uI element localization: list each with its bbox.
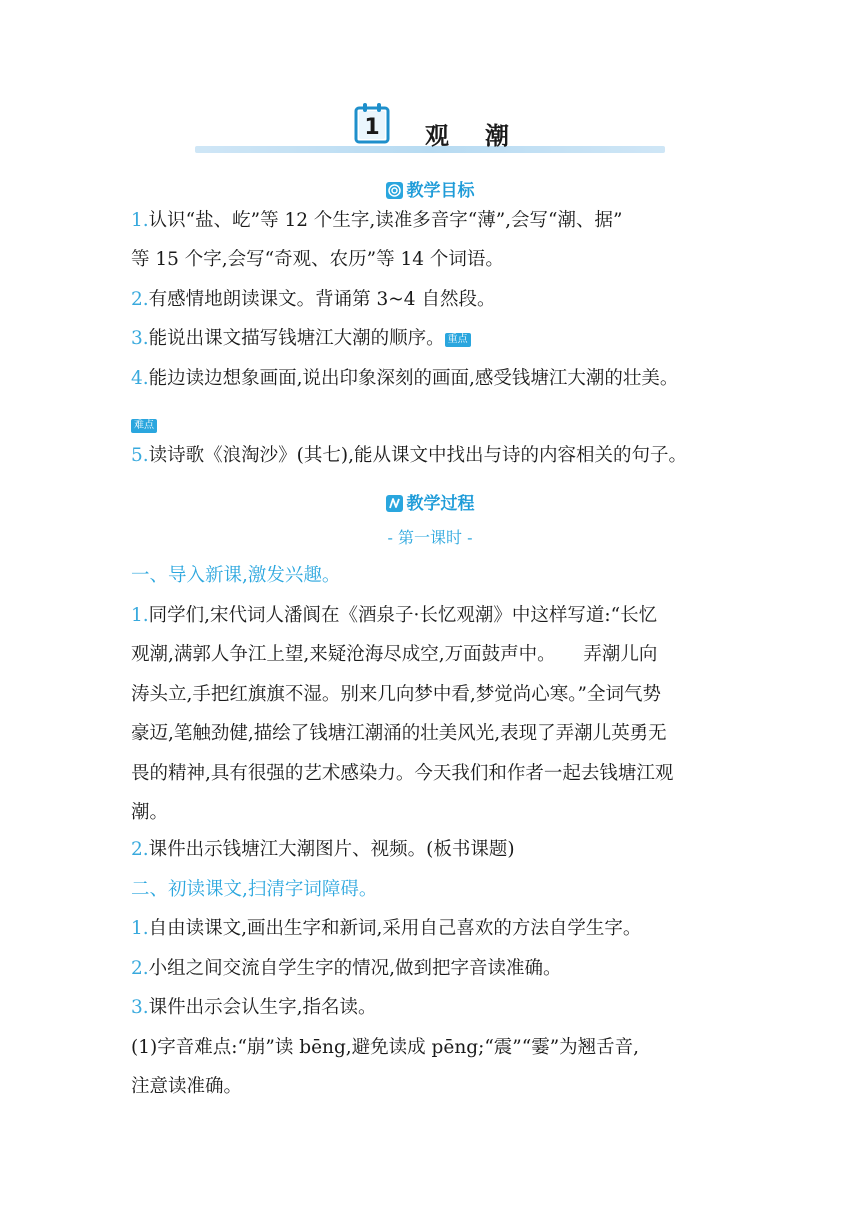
part1-heading: 一、导入新课,激发兴趣。 — [131, 565, 341, 586]
objective-2: 2.有感情地朗读课文。背诵第 3~4 自然段。 — [131, 289, 496, 310]
part1-item1-line1: 1.同学们,宋代词人潘阆在《酒泉子·长忆观潮》中这样写道:“长忆 — [131, 605, 658, 626]
target-icon — [386, 182, 403, 199]
process-icon — [386, 495, 403, 512]
part1-item1-line4: 豪迈,笔触劲健,描绘了钱塘江潮涌的壮美风光,表现了弄潮儿英勇无 — [131, 723, 667, 744]
part1-item1-line5: 畏的精神,具有很强的艺术感染力。今天我们和作者一起去钱塘江观 — [131, 763, 674, 784]
part2-heading: 二、初读课文,扫清字词障碍。 — [131, 879, 378, 900]
lesson-header — [195, 96, 665, 158]
objective-1-cont: 等 15 个字,会写“奇观、农历”等 14 个词语。 — [131, 249, 504, 270]
objective-4: 4.能边读边想象画面,说出印象深刻的画面,感受钱塘江大潮的壮美。 — [131, 368, 679, 389]
objective-1: 1.认识“盐、屹”等 12 个生字,读准多音字“薄”,会写“潮、据” — [131, 210, 623, 231]
part1-item1-line2: 观潮,满郭人争江上望,来疑沧海尽成空,万面鼓声中。 弄潮儿向 — [131, 644, 658, 665]
part1-item1-line6: 潮。 — [131, 802, 169, 823]
lesson-title: 观潮 — [425, 122, 545, 150]
difficulty-badge-row — [131, 415, 157, 434]
part2-item1: 1.自由读课文,画出生字和新词,采用自己喜欢的方法自学生字。 — [131, 918, 642, 939]
process-heading-text: 教学过程 — [406, 494, 475, 514]
objectives-heading — [0, 176, 860, 201]
calendar-badge-icon — [353, 102, 391, 144]
part2-item2: 2.小组之间交流自学生字的情况,做到把字音读准确。 — [131, 958, 562, 979]
lesson-number: 1 — [364, 115, 380, 140]
key-point-badge: 重点 — [445, 333, 471, 347]
objectives-heading-text: 教学目标 — [406, 181, 475, 201]
objective-3: 3.能说出课文描写钱塘江大潮的顺序。 重点 — [131, 329, 741, 349]
objective-5: 5.读诗歌《浪淘沙》(其七),能从课文中找出与诗的内容相关的句子。 — [131, 445, 687, 466]
session-label: - 第一课时 - — [387, 528, 473, 547]
part2-item3: 3.课件出示会认生字,指名读。 — [131, 997, 377, 1018]
part1-item2: 2.课件出示钱塘江大潮图片、视频。(板书课题) — [131, 839, 515, 860]
part1-item1-line3: 涛头立,手把红旗旗不湿。别来几向梦中看,梦觉尚心寒。”全词气势 — [131, 684, 661, 705]
part2-sub-line2: 注意读准确。 — [131, 1076, 243, 1097]
part2-sub-line1: (1)字音难点:“崩”读 bēng,避免读成 pēng;“震”“霎”为翘舌音, — [131, 1037, 640, 1058]
difficulty-badge: 难点 — [131, 419, 157, 433]
process-heading — [0, 489, 860, 514]
